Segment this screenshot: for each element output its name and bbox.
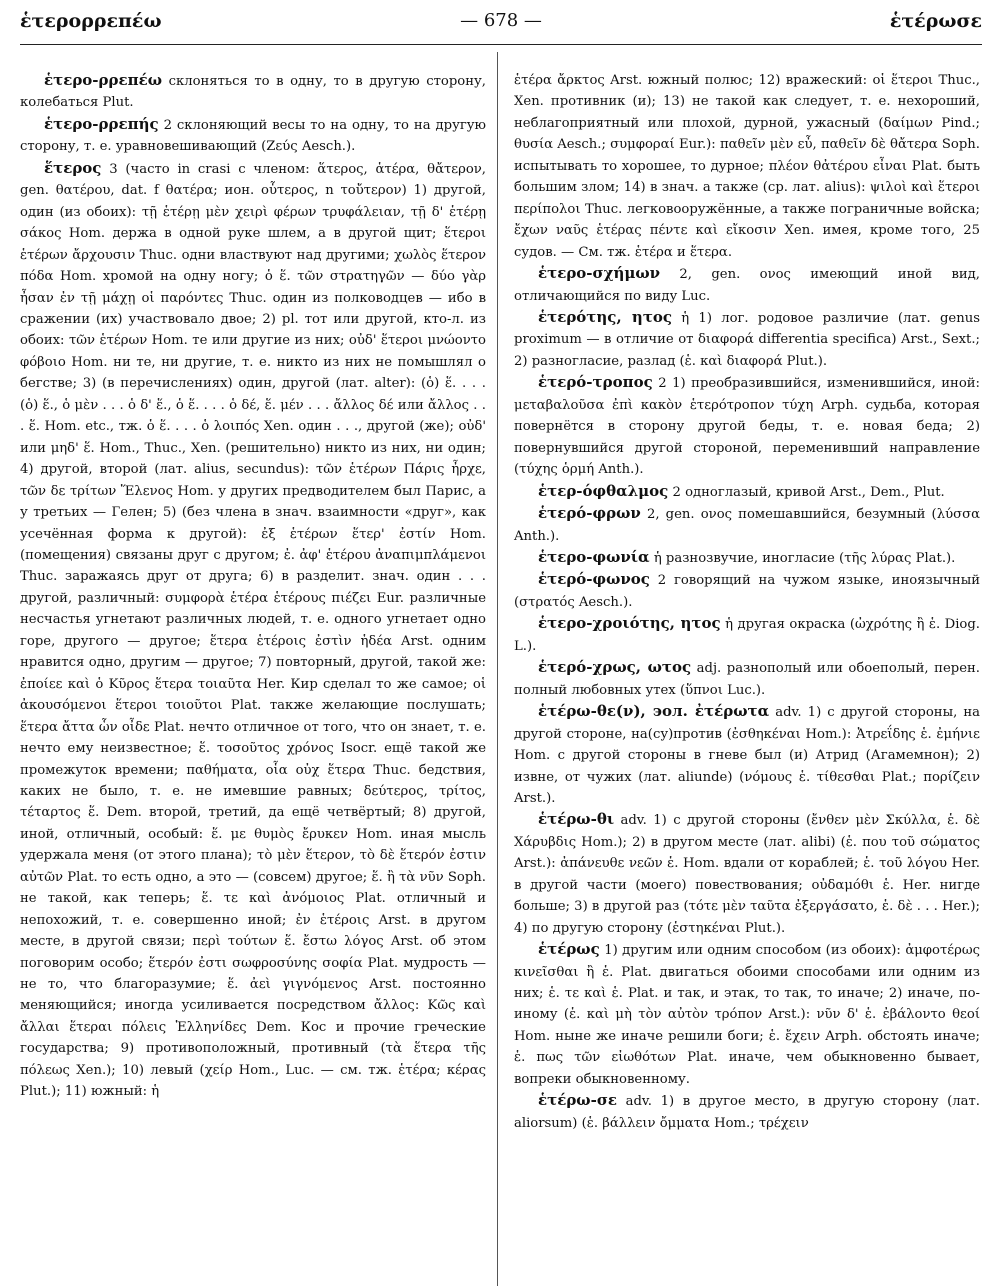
- dictionary-entry: [514, 263, 980, 307]
- entry-headword: ἑτέρως: [538, 940, 600, 959]
- entry-text: 2 одноглазый, кривой Arst., Dem., Plut.: [672, 484, 945, 500]
- dictionary-entry: [514, 372, 980, 480]
- running-head-left: ἑτερορρεπέω: [20, 10, 162, 32]
- entry-headword: ἑτερό-χρως, ωτος: [538, 658, 692, 677]
- entry-headword: ἑτέρω-σε: [538, 1091, 617, 1110]
- entry-text: 2 говорящий на чужом языке, иноязычный (στρατός Aesch.).: [514, 573, 980, 610]
- dictionary-entry: [514, 1090, 980, 1134]
- dictionary-entry: [514, 613, 980, 657]
- entry-headword: ἑτερότης, ητος: [538, 307, 673, 326]
- header-rule: [20, 44, 982, 45]
- page-header: [20, 10, 982, 40]
- entry-text: 2, gen. ονος имеющий иной вид, отличающийся по виду Luc.: [514, 267, 980, 304]
- entry-headword: ἑτερο-χροιότης, ητος: [538, 614, 721, 633]
- dictionary-entry: [514, 701, 980, 809]
- dictionary-entry: [514, 503, 980, 547]
- entry-text: 2 склоняющий весы то на одну, то на другую сторону, т. е. уравновешивающий (Ζεύς Aesch.).: [20, 117, 486, 155]
- dictionary-entry: [514, 569, 980, 613]
- dictionary-entry: [514, 481, 980, 503]
- entry-text: склоняться то в одну, то в другую сторону, колебаться Plut.: [20, 74, 486, 111]
- dictionary-entry: [514, 307, 980, 372]
- entry-text: adj. разнополый или обоеполый, перен. полный любовных утех (ὕπνοι Luc.).: [514, 661, 980, 698]
- entry-headword: ἑτερο-ρρεπέω: [44, 71, 162, 89]
- dictionary-entry: [514, 70, 980, 263]
- entry-text: 1) другим или одним способом (из обоих): ἀμφοτέρως κινεῖσθαι ἢ ἑ. Plat. двигаться обоими способами или одним из них; ἑ. τε καὶ ἑ. Plat. и так, и этак, то так, то иначе; 2) иначе, по-иному (ἑ. καὶ μὴ τὸν αὐτὸν τρόπον Arst.): νῦν δ' ἑ. ἐβάλοντο θεοί Hom. ныне же иначе решили боги; ἑ. ἔχειν Arph. обстоять иначе; ἑ. πως τῶν εἰωθότων Plat. иначе, чем обыкновенно бывает, вопреки обыкновенному.: [514, 943, 980, 1087]
- entry-text: adv. 1) с другой стороны, на другой стороне, на(су)против (ἐσθηκέναι Hom.): Ἀτρεΐδης ἑ. ἐμήνιε Hom. с другой стороны в гневе был (и) Атрид (Агамемнон); 2) извне, от чужих (лат. aliunde) (νόμους ἑ. τίθεσθαι Plat.; πορίζειν Arst.).: [514, 705, 980, 806]
- entry-headword: ἑτέρω-θε(ν), эол. ἐτέρωτα: [538, 702, 770, 721]
- entry-text: adv. 1) в другое место, в другую сторону (лат. aliorsum) (ἑ. βάλλειν ὄμματα Hom.; τρέχειν: [514, 1094, 980, 1131]
- dictionary-entry: [20, 114, 486, 158]
- page-number: — 678 —: [460, 10, 542, 31]
- running-head-right: ἑτέρωσε: [889, 10, 982, 32]
- entry-headword: ἑτερό-φωνος: [538, 570, 650, 589]
- dictionary-entry: [20, 158, 486, 1103]
- entry-headword: ἑτερ-όφθαλμος: [538, 481, 669, 500]
- column-divider: [497, 52, 498, 1286]
- entry-headword: ἕτερος: [44, 158, 102, 177]
- entry-headword: ἑτερο-φωνία: [538, 547, 650, 566]
- dictionary-entry: [20, 70, 486, 114]
- entry-text: ἡ разнозвучие, иногласие (τῆς λύρας Plat.).: [653, 550, 956, 566]
- dictionary-entry: [514, 657, 980, 701]
- entry-text: ἡ другая окраска (ὠχρότης ἢ ἑ. Diog. L.).: [514, 617, 981, 654]
- entry-text: adv. 1) с другой стороны (ἔνθεν μὲν Σκύλλα, ἑ. δὲ Χάρυβδις Hom.); 2) в другом месте (лат. alibi) (ἑ. που τοῦ σώματος Arst.): ἀπάνευθε νεῶν ἑ. Hom. вдали от кораблей; ἑ. τοῦ λόγου Her. в другой части (моего) повествования; οὐδαμόθι ἑ. Her. нигде больше; 3) в другой раз (τότε μὲν ταῦτα ἐξεργάσατο, ἑ. δὲ . . . Her.); 4) по другую сторону (ἑστηκέναι Plut.).: [514, 813, 980, 936]
- entry-headword: ἑτερό-φρων: [538, 504, 641, 523]
- dictionary-entry: [514, 809, 980, 939]
- dictionary-entry: [514, 547, 980, 569]
- right-column: [514, 70, 980, 1134]
- entry-headword: ἑτερο-ρρεπής: [44, 114, 159, 133]
- dictionary-entry: [514, 939, 980, 1090]
- left-column: [20, 70, 486, 1103]
- entry-text: ἑτέρα ἄρκτος Arst. южный полюс; 12) вражеский: οἱ ἕτεροι Thuc., Xen. противник (и); 13) не такой как следует, т. е. нехороший, неблагоприятный или плохой, дурной, ужасный (δαίμων Pind.; θυσία Aesch.; συμφοραί Eur.): παθεῖν μὲν εὖ, παθεῖν δὲ θἄτερα Soph. испытывать то хорошее, то дурное; πλέον θἀτέρου εἶναι Plat. быть большим злом; 14) в знач. а также (ср. лат. alius): ψιλοὶ καὶ ἕτεροι περίπολοι Thuc. легковооружённые, а также пограничные войска; ἔχων ναῦς ἑτέρας πέντε καὶ εἴκοσιν Xen. имея, кроме того, 25 судов. — См. тж. ἑτέρα и ἕτερα.: [514, 73, 980, 260]
- entry-text: ἡ 1) лог. родовое различие (лат. genus proximum — в отличие от διαφορά differentia specifica) Arst., Sext.; 2) разногласие, разлад (ἑ. καὶ διαφορά Plut.).: [514, 310, 980, 369]
- entry-text: 3 (часто in crasi с членом: ἅτερος, ἁτέρα, θἄτερον, gen. θατέρου, dat. f θατέρα; ион. οὗτερος, n τοὔτερον) 1) другой, один (из обоих): τῇ ἑτέρῃ μὲν χειρὶ φέρων τρυφάλειαν, τῇ δ' ἑτέρῃ σάκος Hom. держа в одной руке шлем, а в другой щит; ἕτεροι ἑτέρων ἄρχουσιν Thuc. одни властвуют над другими; χωλὸς ἕτερον πόδα Hom. хромой на одну ногу; ὁ ἕ. τῶν στρατηγῶν — δύο γὰρ ἦσαν ἐν τῇ μάχῃ οἱ παρόντες Thuc. один из полководцев — ибо в сражении (их) участвовало двое; 2) pl. тот или другой, кто-л. из обоих: τῶν ἑτέρων Hom. те или другие из них; οὐδ' ἕτεροι μνώοντο φόβοιο Hom. ни те, ни другие, т. е. никто из них не помышлял о бегстве; 3) (в перечислениях) один, другой (лат. alter): (ὁ) ἕ. . . . (ὁ) ἕ., ὁ μὲν . . . ὁ δ' ἕ., ὁ ἕ. . . . ὁ δέ, ἕ. μέν . . . ἄλλος δέ или ἄλλος . . . ἕ. Hom. etc., тж. ὁ ἕ. . . . ὁ λοιπός Xen. один . . ., другой (же); οὐδ' или μηδ' ἕ. Hom., Thuc., Xen. (решительно) никто из них, ни один; 4) другой, второй (лат. alius, secundus): τῶν ἑτέρων Πάρις ἦρχε, τῶν δε τρίτων Ἕλενος Hom. у других предводителем был Парис, а у третьих — Гелен; 5) (без члена в знач. взаимности «друг», как усечённая форма к другой): ἐξ ἑτέρων ἕτερ' ἐστίν Hom. (помещения) связаны друг с другом; ἐ. ἀφ' ἑτέρου ἀναπιμπλάμενοι Thuc. заражаясь друг от друга; 6) в разделит. знач. один . . . другой, различный: συμφορὰ ἑτέρα ἑτέρους πιέζει Eur. различные несчастья угнетают различных людей, т. е. одного угнетает одно горе, другого — другое; ἕτερα ἑτέροις ἐστὶν ἡδέα Arst. одним нравится одно, другим — другое; 7) повторный, другой, такой же: ἐποίεε καὶ ὁ Κῦρος ἕτερα τοιαῦτα Her. Кир сделал то же самое; οἱ ἀκουσόμενοι ἕτεροι τοιοῦτοι Plat. также желающие послушать; ἕτερα ἄττα ὧν οἶδε Plat. нечто отличное от того, что он знает, т. е. нечто ему неизвестное; ἕ. τοσοῦτος χρόνος Isocr. ещё такой же промежуток времени; παθήματα, οἷα οὐχ ἕτερα Thuc. бедствия, каких не было, т. е. не имевшие равных; δεύτερος, τρίτος, τέταρτος ἕ. Dem. второй, третий, да ещё четвёртый; 8) другой, иной, отличный, особый: ἕ. με θυμὸς ἔρυκεν Hom. иная мысль удержала меня (от этого плана); τὸ μὲν ἕτερον, τὸ δὲ ἕτερόν ἐστιν αὐτῶν Plat. то есть одно, а это — (совсем) другое; ἕ. ἢ τὰ νῦν Soph. не такой, как теперь; ἕ. τε καὶ ἀνόμοιος Plat. отличный и непохожий, т. е. совершенно иной; ἐν ἑτέροις Arst. в другом месте, в другой связи; περὶ τούτων ἕ. ἔστω λόγος Arst. об этом поговорим особо; ἕτερόν ἐστι σωφροσύνης σοφία Plat. мудрость — не то, что благоразумие; ἕ. ἀεὶ γιγνόμενος Arst. постоянно меняющийся; иногда усиливается посредством ἄλλος: Κῶς καὶ ἄλλαι ἕτεραι πόλεις Ἑλληνίδες Dem. Кос и прочие греческие государства; 9) противоположный, противный (τὰ ἕτερα τῆς πόλεως Xen.); 10) левый (χείρ Hom., Luc. — см. тж. ἑτέρα; κέρας Plut.); 11) южный: ἡ: [20, 161, 487, 1100]
- entry-headword: ἑτερό-τροπος: [538, 373, 653, 392]
- entry-headword: ἑτέρω-θι: [538, 810, 615, 829]
- entry-headword: ἑτερο-σχήμων: [538, 264, 661, 283]
- entry-text: 2, gen. ονος помешавшийся, безумный (λύσσα Anth.).: [514, 507, 980, 544]
- entry-text: 2 1) преобразившийся, изменившийся, иной: μεταβαλοῦσα ἐπὶ κακὸν ἑτερότροπον τύχη Arph. судьба, которая повернётся в сторону другой беды, т. е. новая беда; 2) повернувшийся другой стороной, переменивший направление (τύχης ὁρμή Anth.).: [514, 376, 980, 478]
